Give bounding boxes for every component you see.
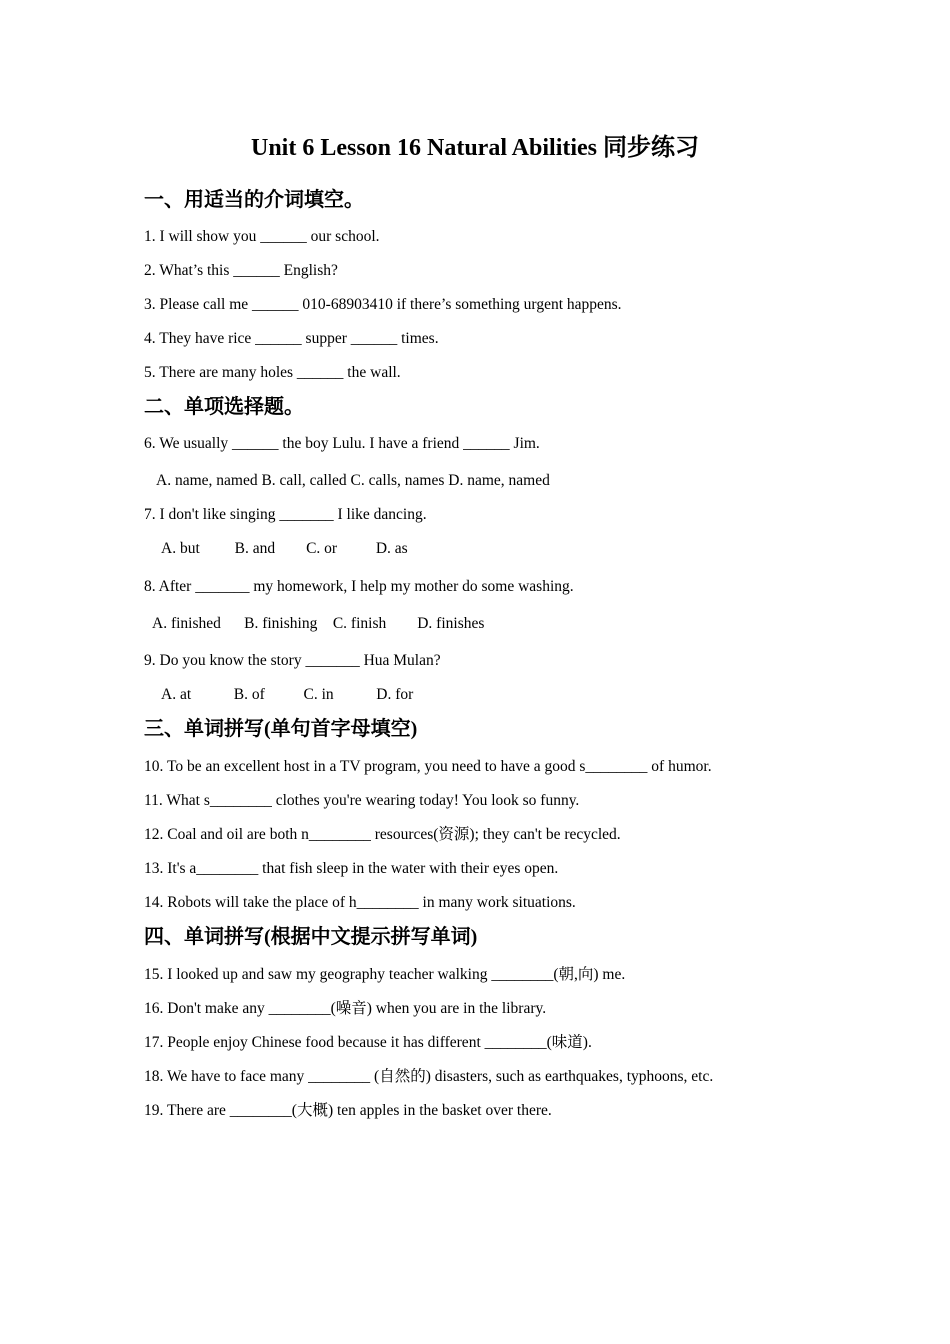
question-4: 4. They have rice ______ supper ______ times. xyxy=(144,330,439,347)
section-heading-chinese-hints: 四、单词拼写(根据中文提示拼写单词) xyxy=(144,926,478,948)
question-10: 10. To be an excellent host in a TV program, you need to have a good s________ of humor. xyxy=(144,758,712,775)
question-17: 17. People enjoy Chinese food because it has different ________(味道). xyxy=(144,1034,592,1051)
page-title: Unit 6 Lesson 16 Natural Abilities 同步练习 xyxy=(250,135,700,161)
question-1: 1. I will show you ______ our school. xyxy=(144,228,380,245)
section-heading-initial-letter: 三、单词拼写(单句首字母填空) xyxy=(144,718,418,740)
question-7: 7. I don't like singing _______ I like dancing. xyxy=(144,506,427,523)
question-5: 5. There are many holes ______ the wall. xyxy=(144,364,401,381)
section-heading-multiple-choice: 二、单项选择题。 xyxy=(144,396,304,418)
question-16: 16. Don't make any ________(噪音) when you are in the library. xyxy=(144,1000,547,1017)
question-18: 18. We have to face many ________ (自然的) disasters, such as earthquakes, typhoons, etc. xyxy=(144,1068,714,1085)
question-9-options: A. at B. of C. in D. for xyxy=(161,686,414,703)
question-9: 9. Do you know the story _______ Hua Mulan? xyxy=(144,652,441,669)
question-2: 2. What’s this ______ English? xyxy=(144,262,338,279)
question-15: 15. I looked up and saw my geography teacher walking ________(朝,向) me. xyxy=(144,966,626,983)
section-heading-prepositions: 一、用适当的介词填空。 xyxy=(144,189,364,211)
question-3: 3. Please call me ______ 010-68903410 if there’s something urgent happens. xyxy=(144,296,622,313)
question-8-options: A. finished B. finishing C. finish D. finishes xyxy=(152,615,485,632)
question-7-options: A. but B. and C. or D. as xyxy=(161,540,408,557)
question-13: 13. It's a________ that fish sleep in the water with their eyes open. xyxy=(144,860,559,877)
question-6: 6. We usually ______ the boy Lulu. I have a friend ______ Jim. xyxy=(144,435,540,452)
question-14: 14. Robots will take the place of h________ in many work situations. xyxy=(144,894,576,911)
question-19: 19. There are ________(大概) ten apples in the basket over there. xyxy=(144,1102,552,1119)
question-8: 8. After _______ my homework, I help my mother do some washing. xyxy=(144,578,574,595)
question-12: 12. Coal and oil are both n________ resources(资源); they can't be recycled. xyxy=(144,826,621,843)
question-6-options: A. name, named B. call, called C. calls, names D. name, named xyxy=(156,472,550,489)
question-11: 11. What s________ clothes you're wearing today! You look so funny. xyxy=(144,792,580,809)
